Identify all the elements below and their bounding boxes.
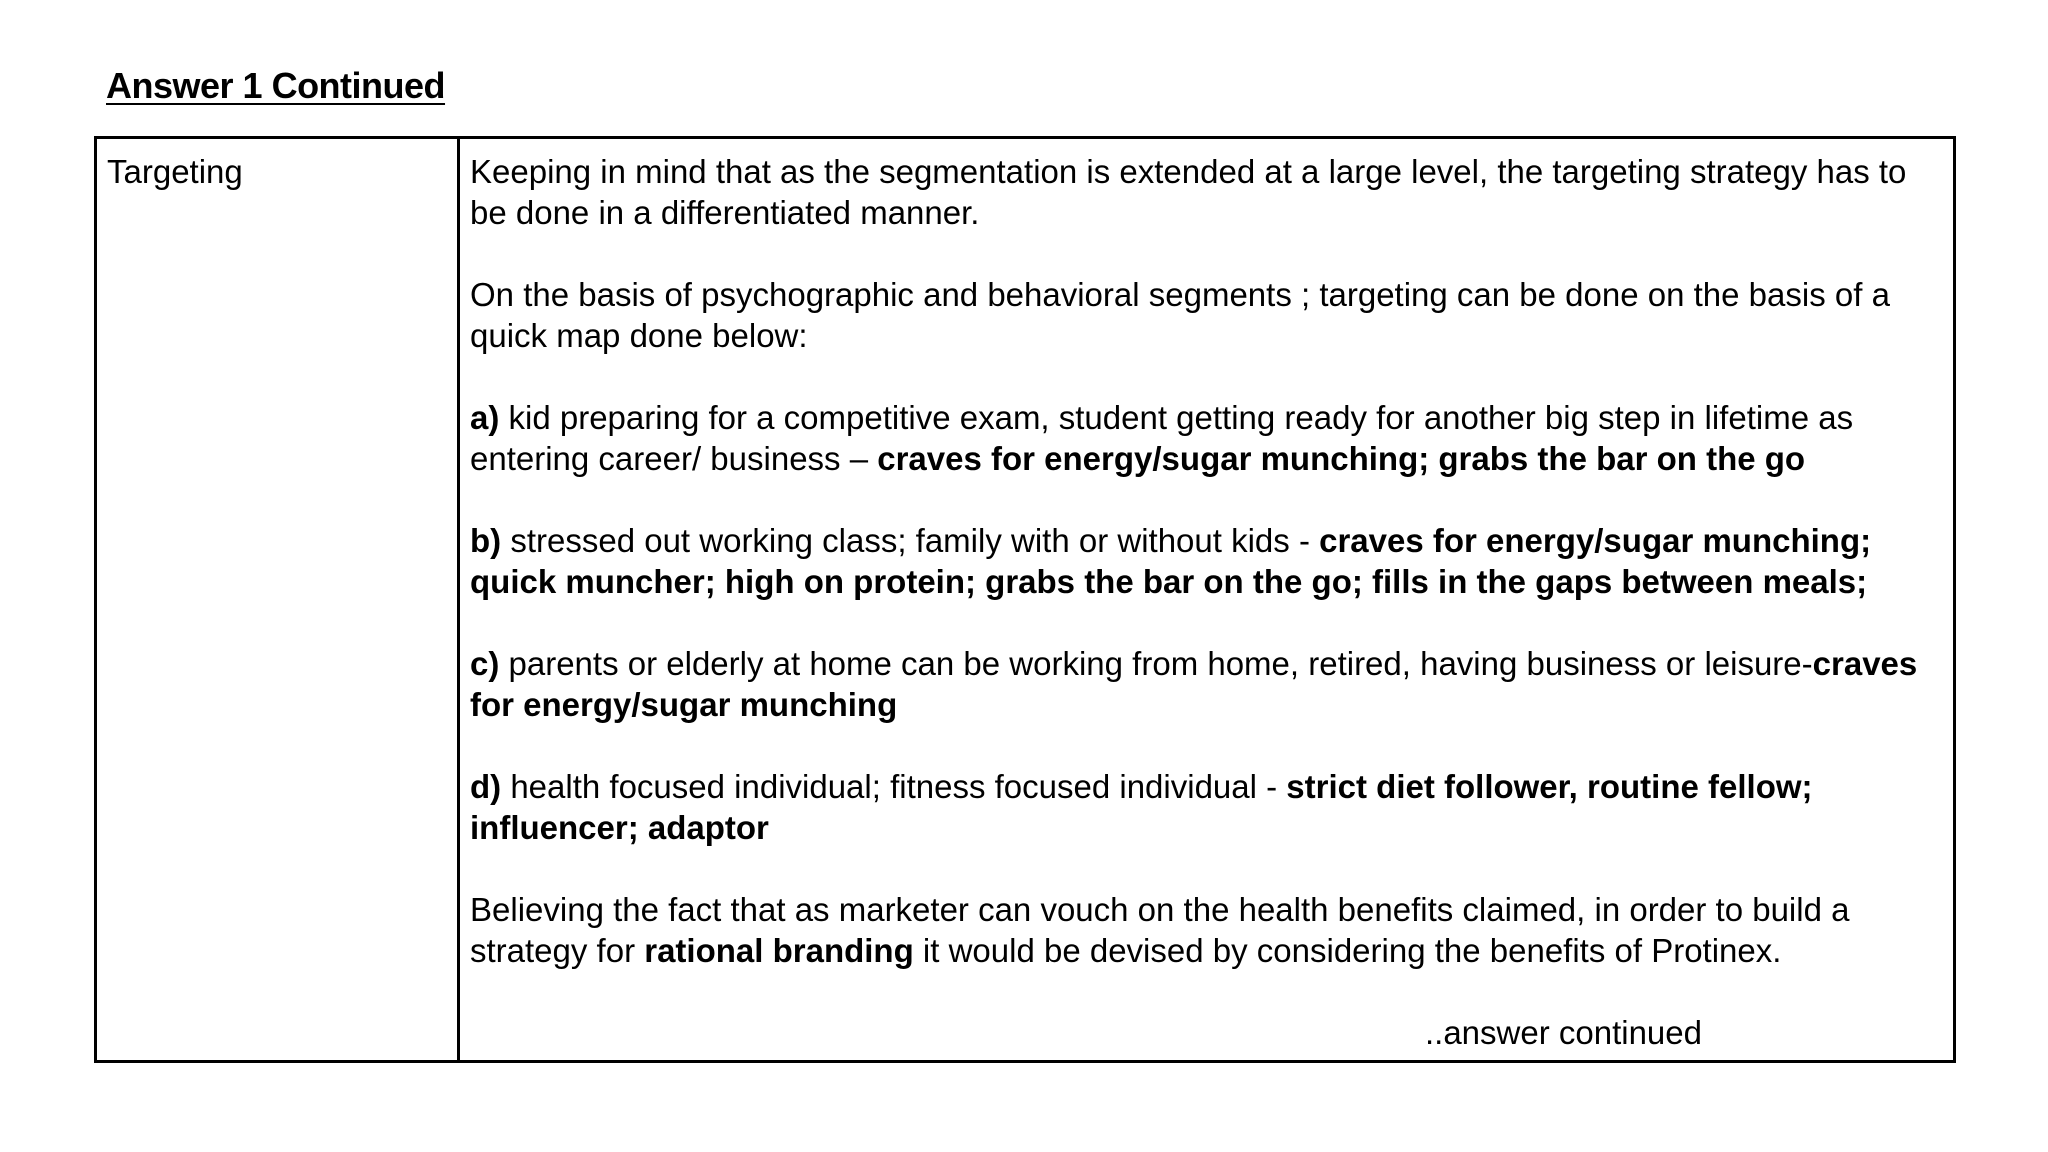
item-bold-text: craves for energy/sugar munching; quick muncher; high on protein; grabs the bar on the go; fills in the gaps between meals; bbox=[470, 522, 1872, 600]
item-text: stressed out working class; family with or without kids - bbox=[501, 522, 1320, 559]
item-marker: c) bbox=[470, 645, 500, 682]
item-bold-text: craves for energy/sugar munching; grabs the bar on the go bbox=[877, 440, 1806, 477]
item-bold-text: craves for energy/sugar munching bbox=[470, 645, 1918, 723]
answer-table bbox=[94, 136, 1956, 1063]
closing-paragraph bbox=[470, 889, 1943, 971]
item-marker: a) bbox=[470, 399, 500, 436]
list-item bbox=[470, 397, 1943, 479]
closing-text-after: it would be devised by considering the benefits of Protinex. bbox=[913, 932, 1782, 969]
item-marker: b) bbox=[470, 522, 502, 559]
item-text: health focused individual; fitness focused individual - bbox=[501, 768, 1287, 805]
list-item bbox=[470, 520, 1943, 602]
row-label: Targeting bbox=[107, 153, 243, 190]
row-label-cell bbox=[96, 138, 459, 1062]
row-content-cell bbox=[459, 138, 1955, 1062]
closing-text-before: Believing the fact that as marketer can vouch on the health benefits claimed, in order to build a strategy for bbox=[470, 891, 1850, 969]
item-bold-text: strict diet follower, routine fellow; influencer; adaptor bbox=[470, 768, 1813, 846]
item-marker: d) bbox=[470, 768, 502, 805]
page-heading: Answer 1 Continued bbox=[106, 65, 446, 106]
answer-continued-note: ..answer continued bbox=[1424, 1014, 1702, 1051]
item-text: kid preparing for a competitive exam, student getting ready for another big step in lifetime as entering career/ business – bbox=[470, 399, 1854, 477]
intro-paragraph: Keeping in mind that as the segmentation is extended at a large level, the targeting strategy has to be done in a differentiated manner. bbox=[470, 153, 1907, 231]
closing-bold-text: rational branding bbox=[644, 932, 914, 969]
table-row bbox=[96, 138, 1955, 1062]
list-item bbox=[470, 766, 1943, 848]
item-text: parents or elderly at home can be working from home, retired, having business or leisure- bbox=[499, 645, 1813, 682]
basis-paragraph: On the basis of psychographic and behavioral segments ; targeting can be done on the basis of a quick map done below: bbox=[470, 276, 1890, 354]
list-item bbox=[470, 643, 1943, 725]
